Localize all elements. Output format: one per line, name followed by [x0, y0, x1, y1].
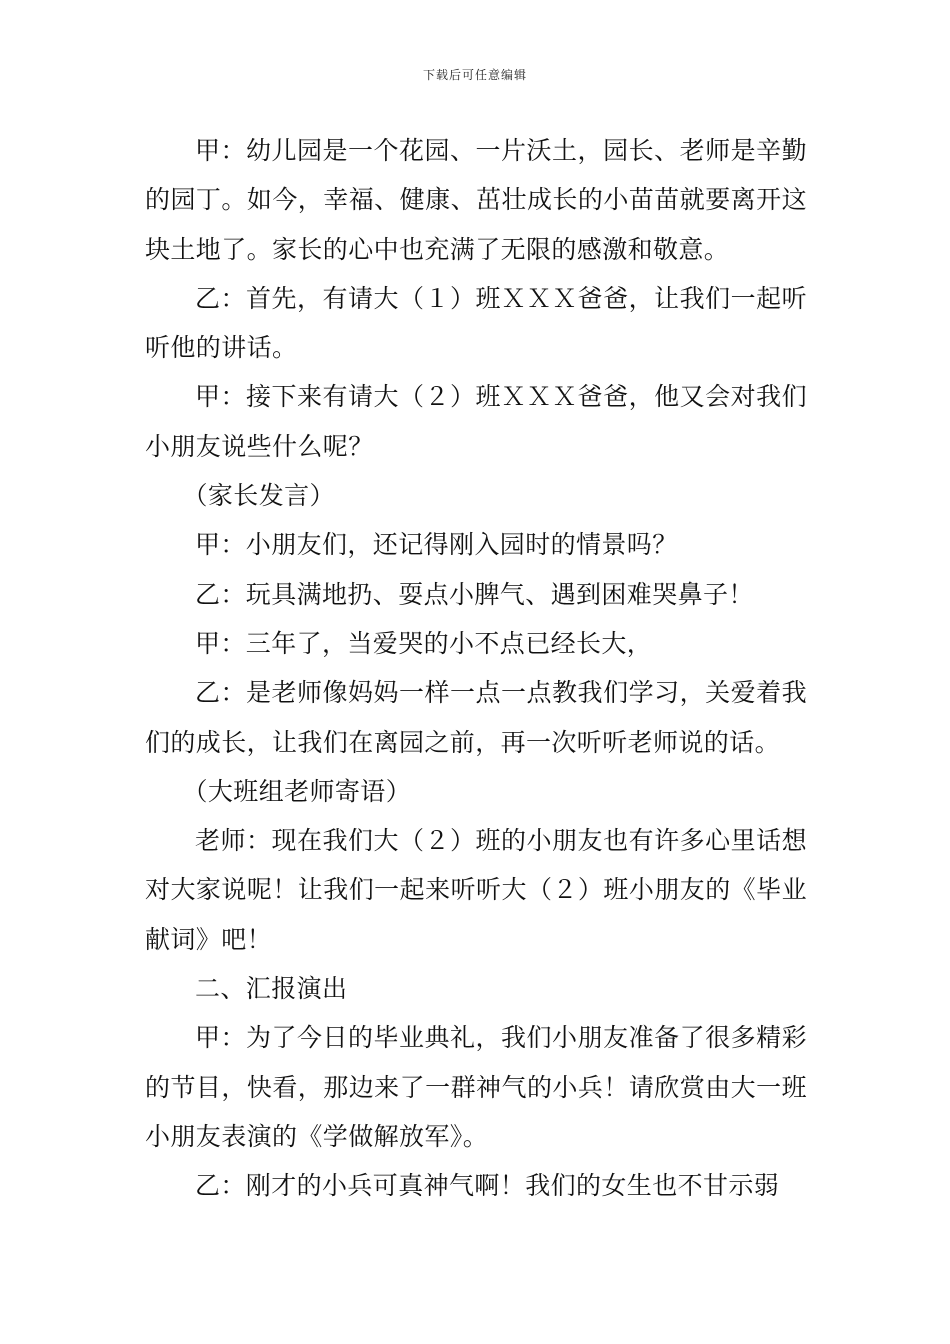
paragraph: 甲：三年了，当爱哭的小不点已经长大， [195, 628, 653, 658]
paragraph: 甲：为了今日的毕业典礼，我们小朋友准备了很多精彩的节目，快看，那边来了一群神气的小兵！请欣赏由大一班小朋友表演的《学做解放军》。 [145, 1023, 807, 1151]
paragraph: 甲：幼儿园是一个花园、一片沃土，园长、老师是辛勤的园丁。如今，幸福、健康、茁壮成长的小苗苗就要离开这块土地了。家长的心中也充满了无限的感激和敬意。 [145, 136, 807, 264]
stage-direction: （大班组老师寄语） [182, 776, 412, 806]
paragraph: 甲：小朋友们，还记得刚入园时的情景吗？ [195, 530, 678, 560]
paragraph: 乙：首先，有请大（１）班ＸＸＸ爸爸，让我们一起听听他的讲话。 [145, 283, 807, 363]
section-heading: 二、汇报演出 [195, 974, 348, 1004]
paragraph: 甲：接下来有请大（２）班ＸＸＸ爸爸，他又会对我们小朋友说些什么呢？ [145, 382, 807, 461]
paragraph: 老师：现在我们大（２）班的小朋友也有许多心里话想对大家说呢！让我们一起来听听大（２）班小朋友的《毕业献词》吧！ [145, 826, 807, 954]
document-body [145, 126, 807, 1211]
paragraph: 乙：刚才的小兵可真神气啊！我们的女生也不甘示弱 [195, 1171, 780, 1201]
header-note: 下载后可任意编辑 [422, 68, 527, 82]
paragraph: 乙：玩具满地扔、耍点小脾气、遇到困难哭鼻子！ [195, 579, 754, 609]
stage-direction: （家长发言） [182, 481, 335, 511]
paragraph: 乙：是老师像妈妈一样一点一点教我们学习，关爱着我们的成长，让我们在离园之前，再一次听听老师说的话。 [145, 678, 807, 757]
